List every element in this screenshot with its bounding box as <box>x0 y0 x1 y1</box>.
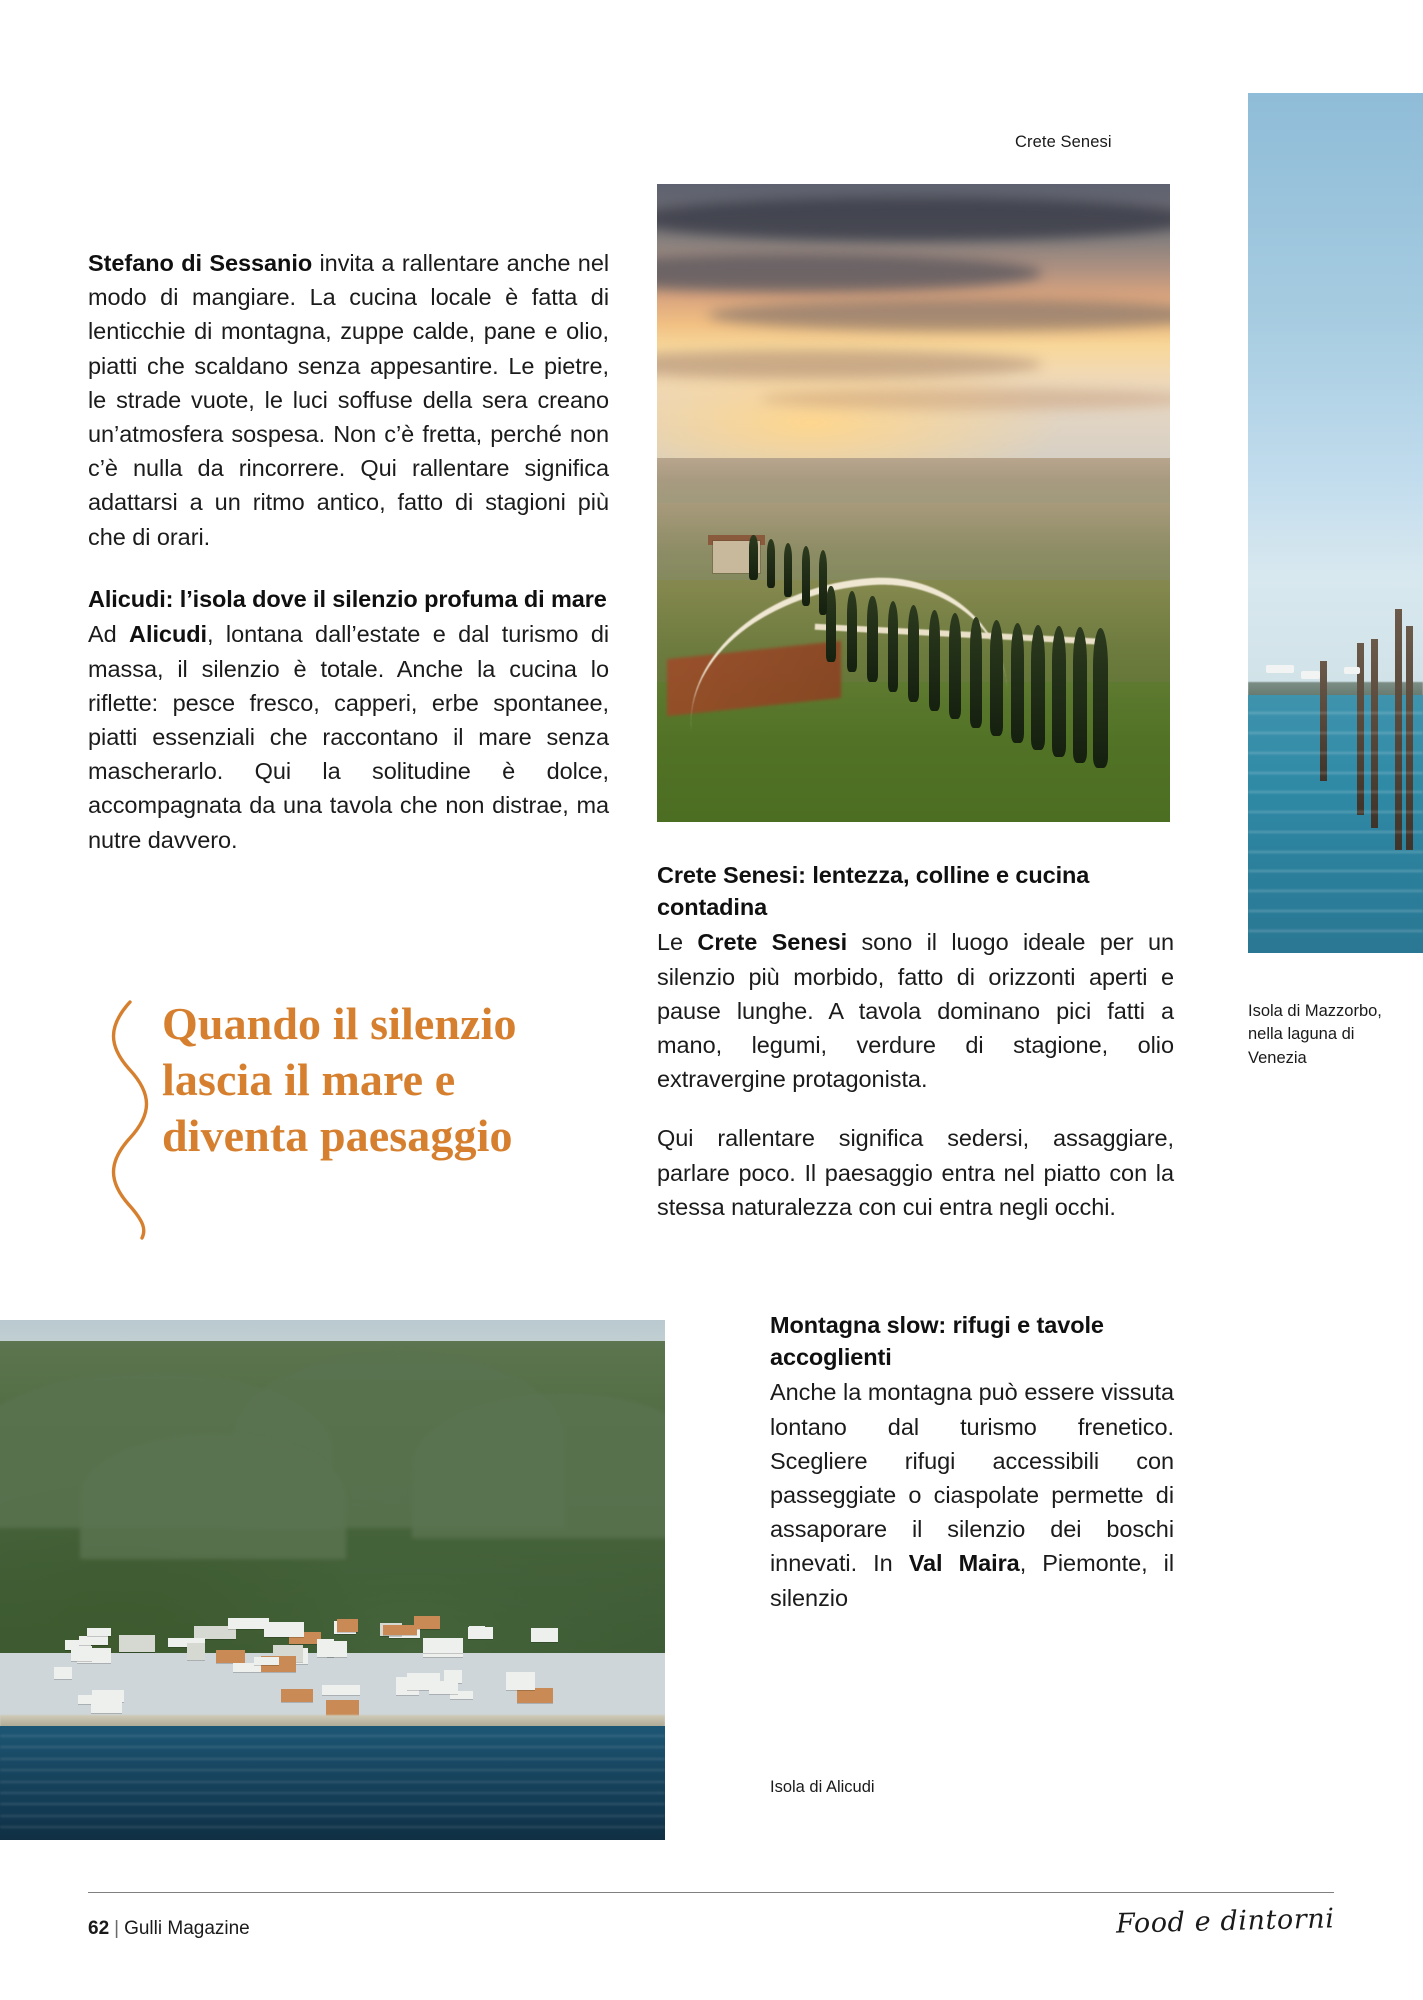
cloud-band <box>657 197 1170 242</box>
sea-ripple <box>0 1815 665 1817</box>
water-ripple <box>1248 831 1423 833</box>
image-isola-di-mazzorbo <box>1248 93 1423 953</box>
sea-ripple <box>0 1769 665 1771</box>
footer-section-name: Food e dintorni <box>1116 1903 1336 1940</box>
cypress-tree <box>1052 626 1066 757</box>
water-ripple <box>1248 870 1423 872</box>
village-house <box>317 1639 334 1657</box>
water-ripple <box>1248 732 1423 734</box>
paragraph-montagna <box>770 1375 1174 1614</box>
bold-crete-senesi: Crete Senesi <box>697 929 848 956</box>
water-ripple <box>1248 791 1423 793</box>
cypress-tree <box>1073 627 1088 762</box>
sea-ripple <box>0 1792 665 1794</box>
water-ripple <box>1248 752 1423 754</box>
water-ripple <box>1248 851 1423 853</box>
cypress-tree <box>819 550 827 615</box>
lead-in-stefano-di-sessanio: Stefano di Sessanio <box>88 250 313 276</box>
village-house <box>254 1657 279 1665</box>
mooring-pole <box>1406 626 1413 850</box>
sea-ripple <box>0 1746 665 1748</box>
caption-mazzorbo: Isola di Mazzorbo, nella laguna di Venezia <box>1248 1002 1382 1067</box>
cypress-tree <box>908 605 919 701</box>
sea-ripple <box>0 1803 665 1805</box>
cypress-tree <box>867 596 877 682</box>
village-house <box>337 1619 357 1632</box>
paragraph-alicudi-pre: Ad <box>88 621 130 648</box>
cypress-tree <box>826 586 835 663</box>
village-house <box>506 1672 534 1690</box>
village-house <box>326 1700 359 1717</box>
alicudi-sea <box>0 1726 665 1840</box>
village-house <box>228 1618 269 1628</box>
village-house <box>91 1698 122 1713</box>
paragraph-stefano-text: invita a rallentare anche nel modo di mangiare. La cucina locale è fatta di lenticchie di montagna, zuppe calde, pane e olio, piatti che scaldano senza appesantire. Le pietre, le strade vuote, le luci soffuse della sera creano un’atmosfera sospesa. Non c’è fretta, perché non c’è nulla da rincorrere. Qui rallentare significa adattarsi a un ritmo antico, fatto di stagioni più che di orari. <box>88 250 610 550</box>
middle-text-column <box>657 860 1174 1224</box>
cypress-tree <box>990 620 1003 736</box>
boat <box>1301 671 1320 679</box>
heading-alicudi: Alicudi: l’isola dove il silenzio profuma di mare <box>88 585 607 612</box>
water-ripple <box>1248 930 1423 932</box>
cypress-tree <box>929 610 941 711</box>
village-house <box>216 1650 245 1663</box>
left-text-column <box>88 246 609 857</box>
sea-ripple <box>0 1781 665 1783</box>
bold-alicudi: Alicudi <box>129 621 208 648</box>
village-house <box>54 1667 72 1679</box>
paragraph-crete-senesi <box>657 925 1174 1096</box>
cypress-tree <box>970 617 983 728</box>
village-house <box>383 1625 417 1635</box>
cypress-tree <box>784 543 792 598</box>
bold-val-maira: Val Maira <box>908 1550 1020 1577</box>
village-house <box>71 1646 92 1661</box>
paragraph-montagna-pre: Anche la montagna può essere vissuta lontano dal turismo frenetico. Scegliere rifugi accessibili con passeggiate o ciaspolate permette di assaporare il silenzio dei boschi innevati. In <box>770 1379 1174 1577</box>
water-ripple <box>1248 772 1423 774</box>
alicudi-village <box>53 1611 585 1725</box>
village-house <box>187 1643 205 1660</box>
paragraph-alicudi-rest: , lontana dall’estate e dal turismo di massa, il silenzio è totale. Anche la cucina lo riflette: pesce fresco, capperi, erbe spontanee, piatti essenziali che raccontano il mare senza mascherarlo. Qui la solitudine è dolce, accompagnata da una tavola che non distrae, ma nutre davvero. <box>88 621 610 853</box>
village-house <box>79 1636 108 1645</box>
cloud-band <box>708 299 1170 331</box>
cypress-tree <box>847 591 857 672</box>
image-crete-senesi <box>657 184 1170 822</box>
cypress-tree <box>749 535 757 580</box>
village-house <box>531 1628 558 1642</box>
cypress-tree <box>767 539 775 589</box>
footer-divider <box>88 1892 1334 1893</box>
village-house <box>423 1638 463 1652</box>
pull-quote <box>100 1000 560 1240</box>
sea-ripple <box>0 1826 665 1828</box>
cypress-tree <box>1031 625 1045 751</box>
heading-montagna-slow: Montagna slow: rifugi e tavole accoglienti <box>770 1312 1104 1370</box>
water-ripple <box>1248 712 1423 714</box>
village-house <box>429 1681 458 1694</box>
village-house <box>87 1628 111 1636</box>
paragraph-crete-rest: sono il luogo ideale per un silenzio più morbido, fatto di orizzonti aperti e pause lunghe. A tavola dominano pici fatti a mano, legumi, verdure di stagione, olio extravergine protagonista. <box>657 929 1174 1093</box>
mountain-ridge <box>80 1434 346 1559</box>
cypress-tree <box>888 601 899 692</box>
water-ripple <box>1248 890 1423 892</box>
cypress-tree <box>1011 623 1024 744</box>
sea-ripple <box>0 1758 665 1760</box>
cypress-tree <box>1093 628 1108 768</box>
village-house <box>119 1635 155 1652</box>
boat <box>1344 667 1360 674</box>
mooring-pole <box>1395 609 1402 850</box>
image-isola-di-alicudi <box>0 1320 665 1840</box>
mooring-pole <box>1320 661 1327 781</box>
caption-alicudi: Isola di Alicudi <box>770 1778 875 1796</box>
montagna-text-column <box>770 1310 1174 1615</box>
footer-separator: | <box>114 1918 120 1939</box>
village-house <box>414 1616 440 1629</box>
village-house <box>264 1622 304 1637</box>
village-house <box>517 1688 553 1703</box>
cypress-tree <box>802 546 810 606</box>
wavy-decoration-icon <box>100 1000 156 1240</box>
sea-ripple <box>0 1735 665 1737</box>
village-house <box>322 1685 360 1695</box>
paragraph-alicudi <box>88 617 609 856</box>
boat <box>1266 665 1294 674</box>
top-image-label: Crete Senesi <box>1015 133 1112 151</box>
heading-crete-senesi: Crete Senesi: lentezza, colline e cucina contadina <box>657 862 1090 920</box>
village-house <box>468 1627 493 1639</box>
footer-magazine-name: Gulli Magazine <box>124 1918 250 1939</box>
paragraph-crete-pre: Le <box>657 929 698 956</box>
paragraph-montagna-rest: , Piemonte, il silenzio <box>770 1550 1174 1611</box>
village-house <box>281 1689 313 1702</box>
pull-quote-text: Quando il silenzio lascia il mare e diventa paesaggio <box>162 998 517 1162</box>
water-ripple <box>1248 910 1423 912</box>
footer-page-number: 62 <box>88 1918 110 1939</box>
paragraph-stefano <box>88 246 609 554</box>
water-ripple <box>1248 811 1423 813</box>
cypress-tree <box>949 613 961 719</box>
footer-left <box>88 1918 250 1940</box>
paragraph-qui-rallentare: Qui rallentare significa sedersi, assaggiare, parlare poco. Il paesaggio entra nel piatto con la stessa naturalezza con cui entra negli occhi. <box>657 1125 1174 1220</box>
